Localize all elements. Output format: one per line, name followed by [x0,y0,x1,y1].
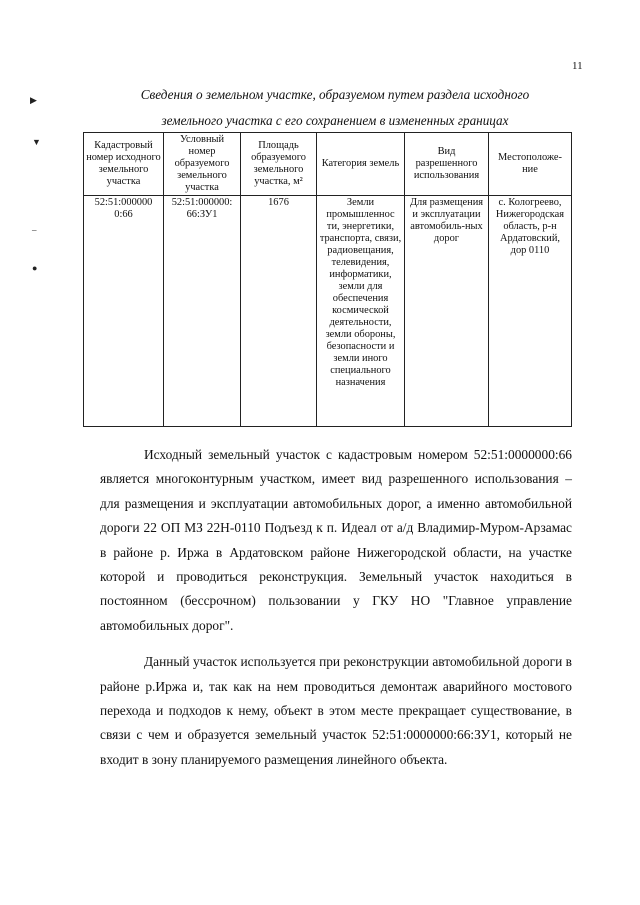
cell-area: 1676 [241,196,317,427]
table-caption [100,82,570,134]
header-area: Площадь образуемого земельного участка, м² [241,133,317,196]
body-text [100,443,572,784]
scan-mark: ▼ [32,137,41,147]
scan-mark: – [32,225,37,235]
cell-source-cadastral-number: 52:51:000000 0:66 [84,196,164,427]
cell-location: с. Кологреево, Нижегородская область, р-н Ардатовский, дор 0110 [489,196,572,427]
parcel-info-table [83,132,572,427]
table-header-row [84,133,572,196]
caption-line-2: земельного участка с его сохранением в измененных границах [161,113,509,128]
caption-line-1: Сведения о земельном участке, образуемом путем раздела исходного [140,87,530,102]
header-permitted-use: Вид разрешенного использования [405,133,489,196]
header-location: Местоположе-ние [489,133,572,196]
cell-conditional-number: 52:51:000000: 66:ЗУ1 [164,196,241,427]
paragraph-1: Исходный земельный участок с кадастровым номером 52:51:0000000:66 является многоконтурным участком, имеет вид разрешенного использования – для размещения и эксплуатации автомобильных дорог, а именно автомобильной дороги 22 ОП МЗ 22Н-0110 Подъезд к п. Идеал от а/д Владимир-Муром-Арзамас в районе р. Иржа в Ардатовском районе Нижегородской области, на участке которой и проводиться реконструкция. Земельный участок находиться в постоянном (бессрочном) пользовании у ГКУ НО "Главное управление автомобильных дорог". [100,447,572,633]
scan-mark: ● [32,263,38,273]
paragraph-2: Данный участок используется при реконструкции автомобильной дороги в районе р.Иржа и, так как на нем проводиться демонтаж аварийного мостового перехода и подходов к нему, объект в этом месте прекращает существование, в связи с чем и образуется земельный участок 52:51:0000000:66:ЗУ1, который не входит в зону планируемого размещения линейного объекта. [100,654,572,767]
page-number: 11 [572,60,583,72]
header-land-category: Категория земель [317,133,405,196]
cell-land-category: Земли промышленнос ти, энергетики, транспорта, связи, радиовещания, телевидения, информатики, земли для обеспечения космической деятельности, земли обороны, безопасности и земли иного специального назначения [317,196,405,427]
cell-permitted-use: Для размещения и эксплуатации автомобиль-ных дорог [405,196,489,427]
scan-mark: ▶ [30,95,37,105]
table-row [84,196,572,427]
header-source-cadastral-number: Кадастровый номер исходного земельного участка [84,133,164,196]
header-conditional-number: Условный номер образуемого земельного участка [164,133,241,196]
